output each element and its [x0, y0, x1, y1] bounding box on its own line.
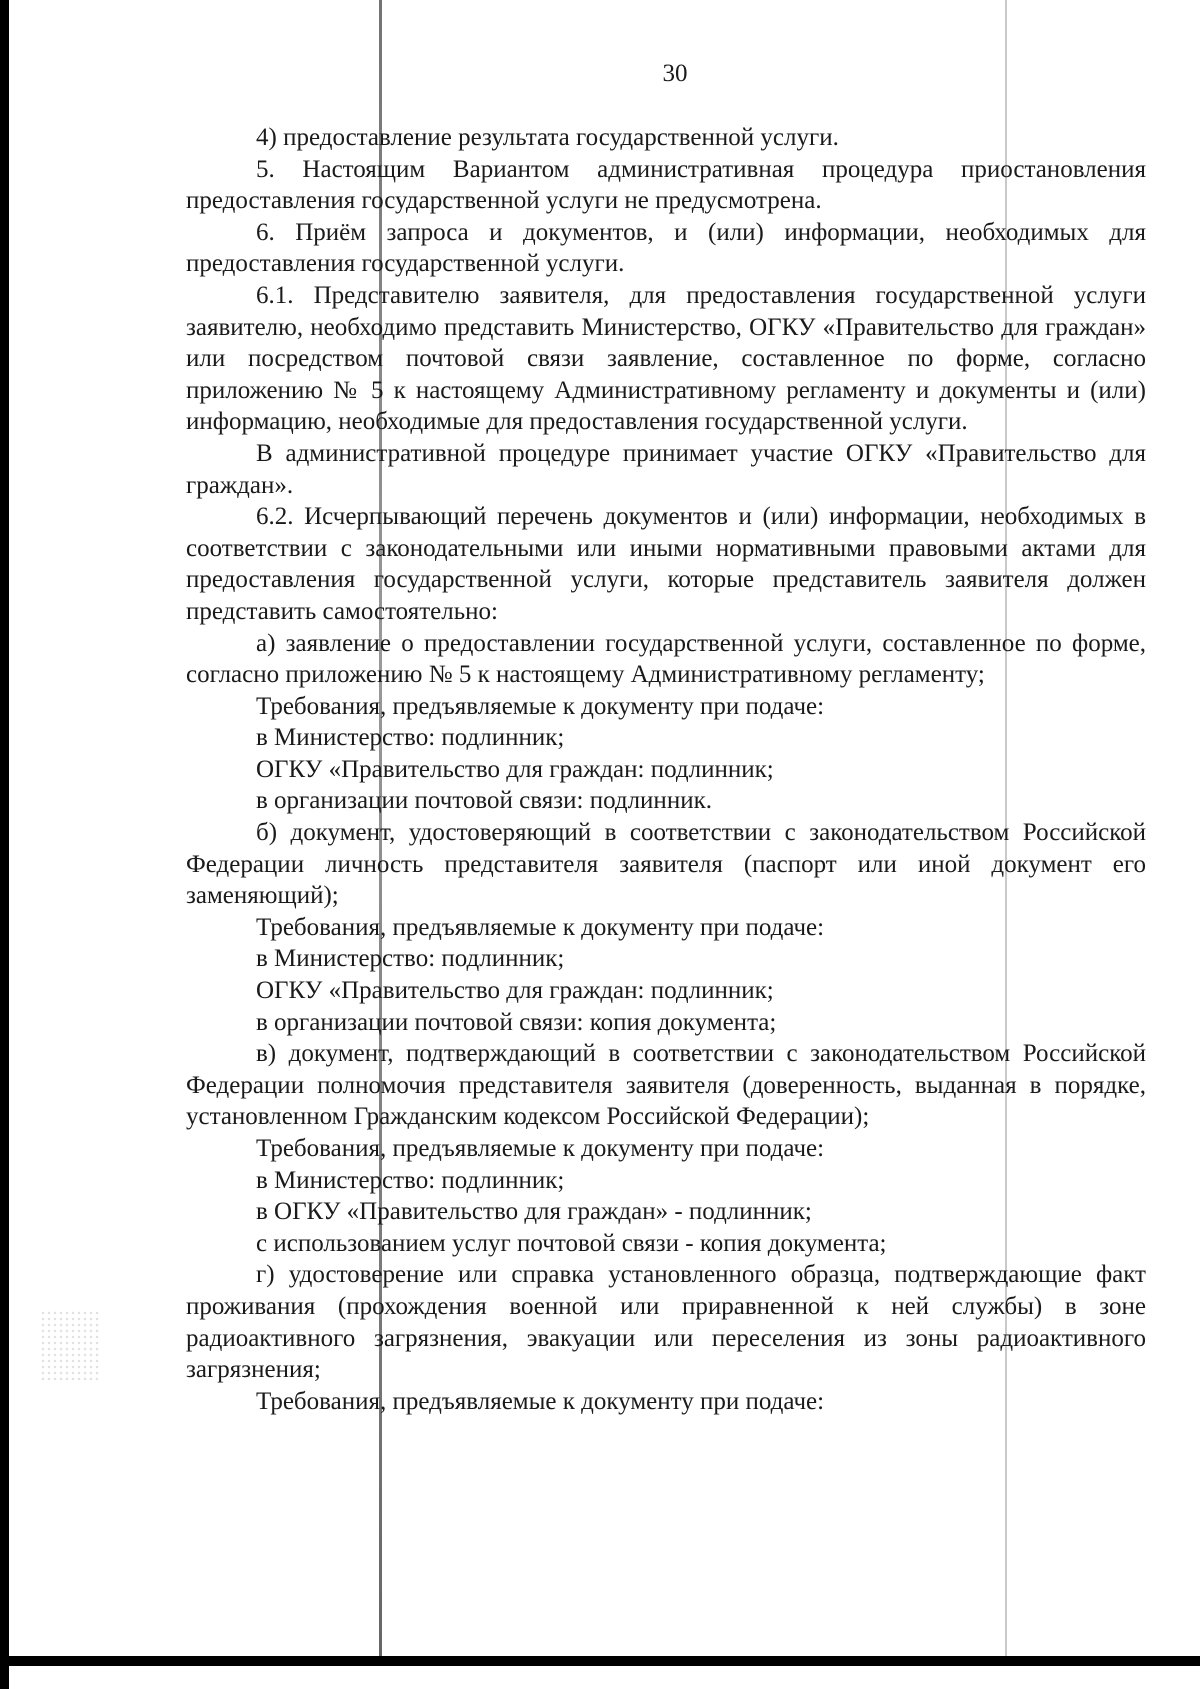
paragraph: В административной процедуре принимает участие ОГКУ «Правительство для граждан».: [186, 439, 1146, 499]
paragraph: в организации почтовой связи: подлинник.: [256, 787, 712, 815]
document-page: [186, 60, 1146, 1417]
paragraph: а) заявление о предоставлении государственной услуги, составленное по форме, согласно приложению № 5 к настоящему Административному регламенту;: [186, 629, 1146, 689]
paragraph: в ОГКУ «Правительство для граждан» - подлинник;: [256, 1198, 812, 1226]
paragraph: с использованием услуг почтовой связи - копия документа;: [256, 1229, 887, 1257]
paragraph: в организации почтовой связи: копия документа;: [256, 1008, 777, 1036]
paragraph: в) документ, подтверждающий в соответствии с законодательством Российской Федерации полномочия представителя заявителя (доверенность, выданная в порядке, установленном Гражданским кодексом Российской Федерации);: [186, 1040, 1146, 1131]
paragraph: Требования, предъявляемые к документу при подаче:: [256, 1387, 825, 1415]
paragraph: б) документ, удостоверяющий в соответствии с законодательством Российской Федерации личность представителя заявителя (паспорт или иной документ его заменяющий);: [186, 819, 1146, 910]
page-number: 30: [662, 60, 688, 87]
paragraph: 5. Настоящим Вариантом административная процедура приостановления предоставления государственной услуги не предусмотрена.: [186, 155, 1146, 215]
paragraph: г) удостоверение или справка установленного образца, подтверждающие факт проживания (прохождения военной или приравненной к ней службы) в зоне радиоактивного загрязнения, эвакуации или переселения из зоны радиоактивного загрязнения;: [186, 1261, 1146, 1384]
paragraph: Требования, предъявляемые к документу при подаче:: [256, 692, 825, 720]
scan-bottom-edge: [0, 1656, 1200, 1666]
paragraph: 6.1. Представителю заявителя, для предоставления государственной услуги заявителю, необходимо представить Министерство, ОГКУ «Правительство для граждан» или посредством почтовой связи заявление, составленное по форме, согласно приложению № 5 к настоящему Административному регламенту и документы и (или) информацию, необходимые для предоставления государственной услуги.: [186, 281, 1146, 436]
paragraph: ОГКУ «Правительство для граждан: подлинник;: [256, 977, 774, 1005]
paragraph: в Министерство: подлинник;: [256, 945, 565, 973]
scan-speckle: [40, 1310, 100, 1380]
paragraph: 6.2. Исчерпывающий перечень документов и (или) информации, необходимых в соответствии с законодательными или иными нормативными правовыми актами для предоставления государственной услуги, которые представитель заявителя должен представить самостоятельно:: [186, 503, 1146, 625]
paragraph: Требования, предъявляемые к документу при подаче:: [256, 913, 825, 941]
paragraph: ОГКУ «Правительство для граждан: подлинник;: [256, 755, 774, 783]
paragraph: в Министерство: подлинник;: [256, 724, 565, 752]
paragraph: 6. Приём запроса и документов, и (или) информации, необходимых для предоставления государственной услуги.: [186, 218, 1146, 278]
paragraph: 4) предоставление результата государственной услуги.: [256, 124, 839, 151]
paragraph: Требования, предъявляемые к документу при подаче:: [256, 1135, 825, 1162]
paragraph: в Министерство: подлинник;: [256, 1166, 565, 1194]
scan-left-edge: [0, 0, 9, 1689]
